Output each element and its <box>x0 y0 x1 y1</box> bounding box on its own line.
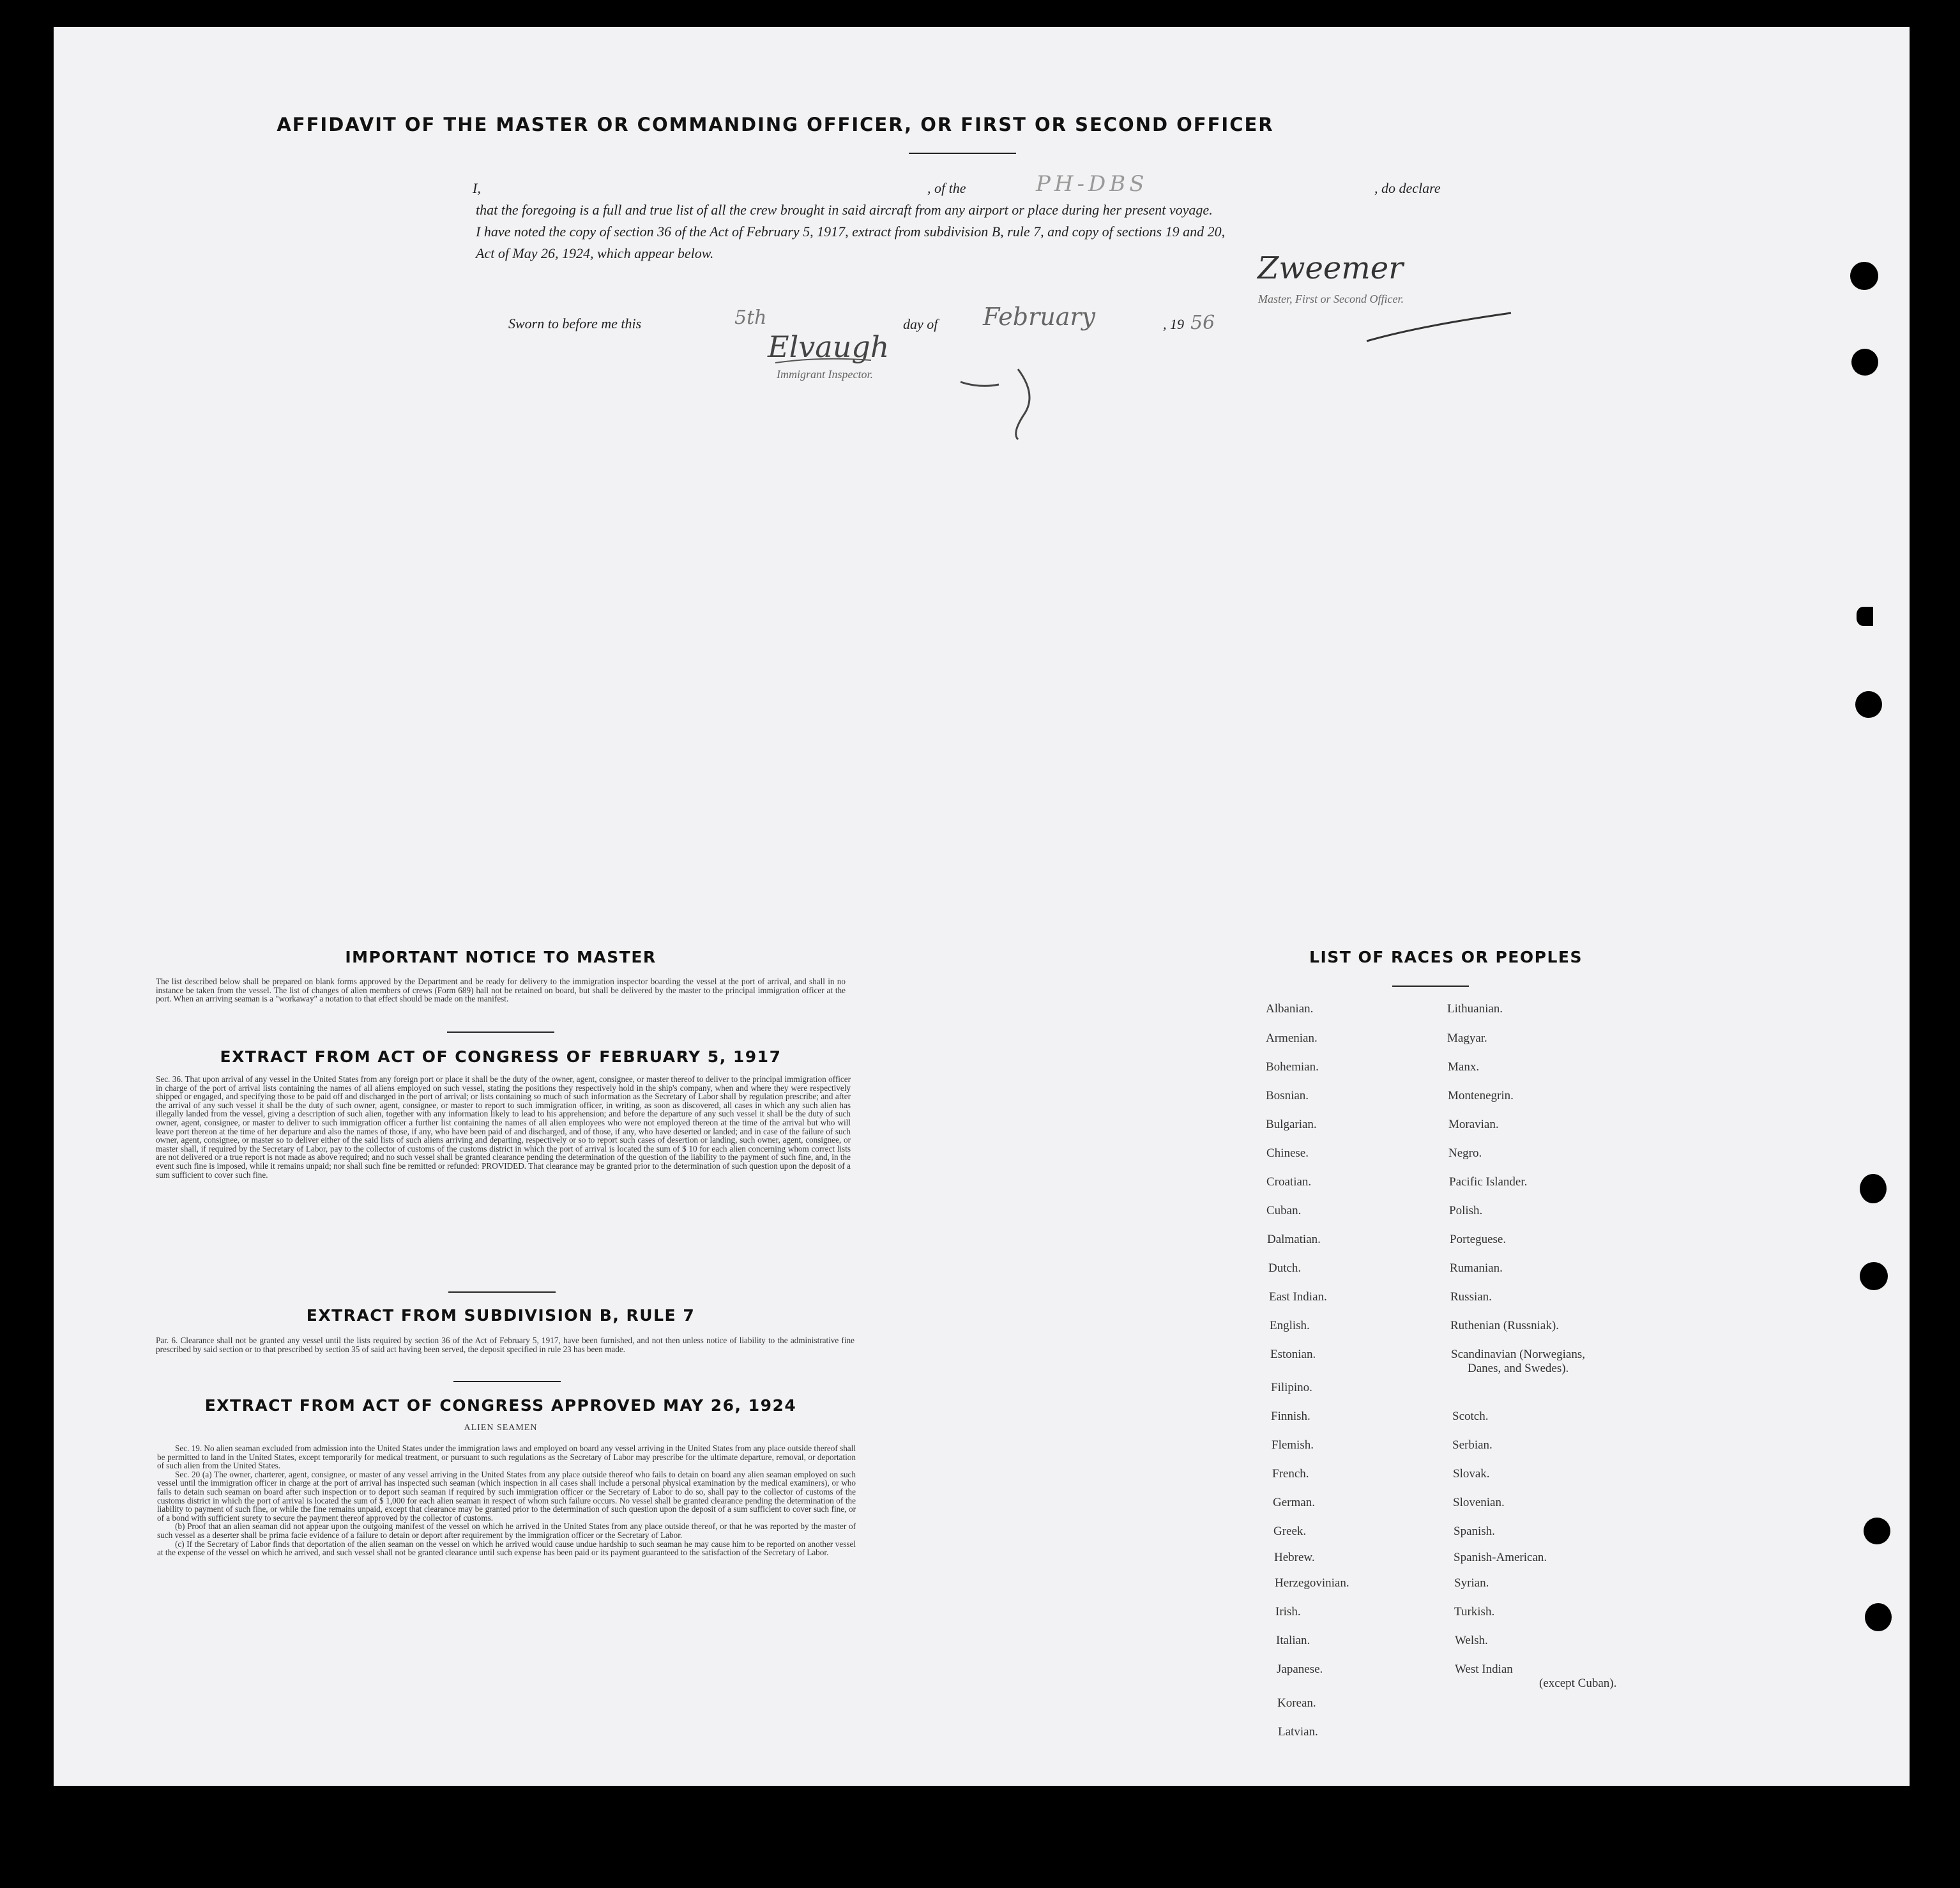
notice-title: IMPORTANT NOTICE TO MASTER <box>345 948 657 966</box>
sec20c-paragraph: (c) If the Secretary of Labor finds that deportation of the alien seaman on the vessel on which he arrived would cause undue hardship to such seaman he may cause him to be reported on another vessel at the expense of the vessel on which he arrived, and such vessel shall not be granted clearance until such expense has been paid or its payment guaranteed to the satisfaction of the Secretary of Labor. <box>157 1539 856 1558</box>
extract-1924-title: EXTRACT FROM ACT OF CONGRESS APPROVED MAY 26, 1924 <box>204 1396 797 1415</box>
punch-hole <box>1855 691 1882 718</box>
race-item: Negro. <box>1448 1146 1482 1160</box>
race-item: Turkish. <box>1454 1605 1495 1618</box>
extract-1917-title: EXTRACT FROM ACT OF CONGRESS OF FEBRUARY 5, 1917 <box>220 1047 782 1066</box>
race-item: East Indian. <box>1269 1290 1327 1304</box>
race-item: Flemish. <box>1272 1438 1314 1452</box>
punch-hole <box>1860 1174 1887 1203</box>
rule7-text: Par. 6. Clearance shall not be granted any vessel until the lists required by section 36 of the Act of February 5, 1917, have been furnished, and not then unless notice of liability to the administrative fine prescribed by said section or to that prescribed by section 35 of said act having been served, the deposit specified in rule 23 has been made. <box>156 1336 855 1354</box>
master-label: Master, First or Second Officer. <box>1258 293 1404 305</box>
punch-hole <box>1865 1603 1892 1631</box>
punch-hole <box>1864 1518 1890 1544</box>
notice-text: The list described below shall be prepared on blank forms approved by the Department and be ready for delivery to the immigration inspector boarding the vessel at the port of arrival, and shall in no instance be taken from the vessel. The list of changes of alien members of crews (Form 689) hall not be retained on board, but shall be delivered by the master to the principal immigration officer at the port. When an arriving seaman is a "workaway" a notation to that effect should be made on the manifest. <box>156 977 846 1004</box>
race-item: Welsh. <box>1455 1634 1488 1647</box>
race-item: Moravian. <box>1448 1118 1499 1131</box>
rule7-rule <box>453 1381 561 1382</box>
race-item: Manx. <box>1448 1060 1480 1074</box>
race-item-continued: Danes, and Swedes). <box>1468 1362 1569 1375</box>
race-item: Armenian. <box>1266 1032 1318 1045</box>
race-item: Slovenian. <box>1453 1496 1505 1509</box>
race-item: Bulgarian. <box>1266 1118 1317 1131</box>
master-signature-stroke <box>1363 308 1516 346</box>
race-item: Slovak. <box>1453 1467 1490 1481</box>
race-item: Dalmatian. <box>1267 1233 1321 1246</box>
race-item: Hebrew. <box>1274 1551 1315 1564</box>
affidavit-of-the: , of the <box>927 180 966 196</box>
inspector-signature-stroke <box>769 344 1063 446</box>
race-item: Porteguese. <box>1450 1233 1507 1246</box>
day-of-text: day of <box>903 316 938 332</box>
race-item: Montenegrin. <box>1448 1089 1514 1102</box>
race-item: Bohemian. <box>1266 1060 1319 1074</box>
extract-1917-rule <box>448 1291 556 1293</box>
race-item: Rumanian. <box>1450 1261 1503 1275</box>
extract-1924-body <box>157 1444 856 1557</box>
year-prefix: , 19 <box>1163 316 1184 332</box>
race-item: Japanese. <box>1277 1663 1323 1676</box>
race-item: Pacific Islander. <box>1449 1175 1528 1189</box>
extract-1917-text: Sec. 36. That upon arrival of any vessel in the United States from any foreign port or place it shall be the duty of the owner, agent, consignee, or master thereof to deliver to the principal immigration officer in charge of the port of arrival lists containing the names of all aliens employed on such vessel, stating the positions they respectively hold in the ship's company, when and where they were respectively shipped or engaged, and specifying those to be paid off and discharged in the port of arrival; or lists containing so much of such information as the Secretary of Labor shall by regulation prescribe; and after the arrival of any such vessel it shall be the duty of such owner, agent, consignee, or master to report to such immigration officer, in writing, as soon as discovered, all cases in which any such alien has illegally landed from the vessel, giving a description of such alien, together with any information likely to lead to his apprehension; and before the departure of any such vessel it shall be the duty of such owner, agent, consignee, or master to deliver to such immigration officer a further list containing the names of all alien employees who were not employed thereon at the time of the arrival but who will leave port thereon at the time of her departure and also the names of those, if any, who have been paid of and discharged, and of those, if any, who have deserted or landed; and in case of the failure of such owner, agent, consignee, or master so to deliver either of the said lists of such aliens arriving and departing, respectively or so to report such cases of desertion or landing, such owner, agent, consignee, or master shall, if required by the Secretary of Labor, pay to the collector of customs of the customs district in which the port of arrival is located the sum of $ 10 for each alien concerning whom correct lists are not delivered or a true report is not made as above required; and no such vessel shall be granted clearance pending the determination of the question of the liability to the payment of such fine, and, in the event such fine is imposed, while it remains unpaid; nor shall such fine be remitted or refunded: PROVIDED. That clearance may be granted prior to the determination of such question upon the deposit of a sum sufficient to cover such fine. <box>156 1074 851 1180</box>
race-item: Polish. <box>1449 1204 1483 1217</box>
races-title: LIST OF RACES OR PEOPLES <box>1309 948 1583 966</box>
race-item: Russian. <box>1450 1290 1492 1304</box>
race-item: German. <box>1273 1496 1315 1509</box>
document-page <box>54 27 1910 1786</box>
inspector-signature: Elvaugh <box>768 330 890 364</box>
punch-hole <box>1850 262 1878 290</box>
notice-rule <box>447 1032 554 1033</box>
aircraft-registration-handwritten: PH-DBS <box>1036 171 1148 197</box>
punch-hole <box>1857 607 1873 626</box>
race-item: Finnish. <box>1271 1410 1310 1423</box>
race-item: Greek. <box>1273 1525 1307 1538</box>
race-item: Bosnian. <box>1266 1089 1309 1102</box>
day-handwritten: 5th <box>734 307 767 329</box>
race-item: Scotch. <box>1452 1410 1489 1423</box>
race-item: Serbian. <box>1452 1438 1493 1452</box>
race-item: Herzegovinian. <box>1275 1576 1349 1590</box>
extract-1924-subtitle: ALIEN SEAMEN <box>464 1423 538 1433</box>
race-item: Latvian. <box>1278 1725 1318 1739</box>
race-item: Syrian. <box>1454 1576 1489 1590</box>
race-item: Estonian. <box>1270 1348 1316 1361</box>
race-item: Croatian. <box>1266 1175 1312 1189</box>
race-item: English. <box>1270 1319 1310 1332</box>
punch-hole <box>1851 349 1878 376</box>
year-handwritten: 56 <box>1190 312 1215 334</box>
master-signature: Zweemer <box>1257 250 1404 286</box>
month-handwritten: February <box>983 303 1096 331</box>
sworn-text: Sworn to before me this <box>508 316 642 331</box>
race-item: Korean. <box>1277 1696 1316 1710</box>
race-item: Chinese. <box>1266 1146 1309 1160</box>
sec20a-paragraph: Sec. 20 (a) The owner, charterer, agent, consignee, or master of any vessel arriving in the United States from any place outside thereof who fails to detain on board any alien seaman employed on such vessel until the immigration officer in charge at the port of arrival has inspected such seaman (which inspection in all cases shall include a personal physical examination by the medical examiners), or who fails to detain such seaman on board after such inspection or to deport such seaman if required by such immigration officer or the Secretary of Labor to do so, shall pay to the collector of customs of the customs district in which the port of arrival is located the sum of $ 1,000 for each alien seaman in respect of whom such failure occurs. No vessel shall be granted clearance pending the determination of the liability to payment of such fine, or while the fine remains unpaid, except that clearance may be granted prior to the determination of such question upon the deposit of a sum sufficient to cover such fine, or of a bond with sufficient surety to secure the payment thereof approved by the collector of customs. <box>157 1469 856 1523</box>
affidavit-title: AFFIDAVIT OF THE MASTER OR COMMANDING OFFICER, OR FIRST OR SECOND OFFICER <box>277 114 1274 135</box>
sec19-paragraph: Sec. 19. No alien seaman excluded from admission into the United States under the immigration laws and employed on board any vessel arriving in the United States from any place outside thereof shall be permitted to land in the United States, except temporarily for medical treatment, or pursuant to such regulations as the Secretary of Labor may prescribe for the ultimate departure, removal, or deportation of such alien from the United States. <box>157 1443 856 1471</box>
races-rule <box>1392 986 1469 987</box>
affidavit-line3: I have noted the copy of section 36 of the Act of February 5, 1917, extract from subdivision B, rule 7, and copy of sections 19 and 20, <box>476 224 1226 240</box>
race-item: Italian. <box>1276 1634 1310 1647</box>
affidavit-line4: Act of May 26, 1924, which appear below. <box>476 245 714 261</box>
race-item: West Indian <box>1455 1663 1513 1676</box>
affidavit-i: I, <box>473 180 481 196</box>
punch-hole <box>1860 1262 1888 1290</box>
affidavit-declare: , do declare <box>1374 180 1441 196</box>
race-item: Spanish-American. <box>1454 1551 1547 1564</box>
race-item: Cuban. <box>1266 1204 1302 1217</box>
race-item: Irish. <box>1275 1605 1301 1618</box>
race-item: Dutch. <box>1268 1261 1302 1275</box>
sec20b-paragraph: (b) Proof that an alien seaman did not appear upon the outgoing manifest of the vessel on which he arrived in the United States from any place outside thereof, or that he was reported by the master of such vessel as a deserter shall be prima facie evidence of a failure to detain or deport after requirement by the immigration officer or the Secretary of Labor. <box>157 1521 856 1540</box>
affidavit-line2: that the foregoing is a full and true list of all the crew brought in said aircraft from any airport or place during her present voyage. <box>476 202 1213 218</box>
race-item: Ruthenian (Russniak). <box>1450 1319 1559 1332</box>
race-item: Magyar. <box>1447 1032 1487 1045</box>
title-rule <box>909 153 1016 154</box>
race-item: French. <box>1272 1467 1309 1481</box>
race-item: Scandinavian (Norwegians, <box>1451 1348 1585 1361</box>
race-item: Albanian. <box>1266 1002 1314 1016</box>
race-item: Lithuanian. <box>1447 1002 1503 1016</box>
race-item: Filipino. <box>1271 1381 1312 1394</box>
inspector-label: Immigrant Inspector. <box>777 368 873 381</box>
race-item: Spanish. <box>1454 1525 1495 1538</box>
rule7-title: EXTRACT FROM SUBDIVISION B, RULE 7 <box>306 1306 695 1325</box>
race-item-continued: (except Cuban). <box>1539 1677 1617 1690</box>
